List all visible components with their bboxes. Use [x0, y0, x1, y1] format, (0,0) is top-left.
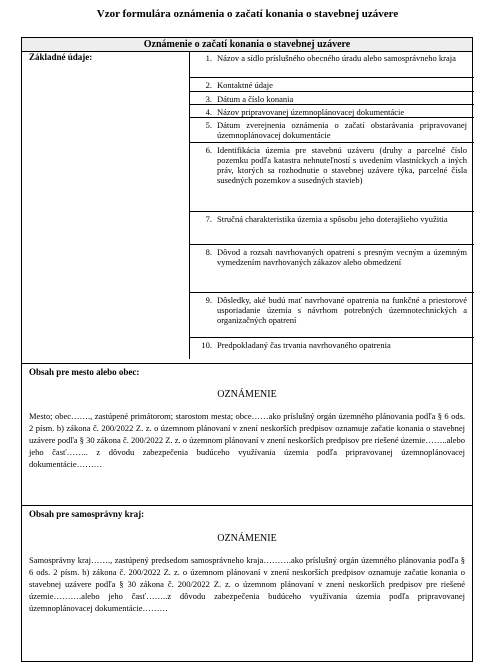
list-item [190, 92, 474, 105]
item-number: 6. [205, 145, 212, 155]
item-number: 1. [205, 53, 212, 63]
item-text: Kontaktné údaje [217, 80, 273, 90]
document-title: Vzor formulára oznámenia o začatí konania o stavebnej uzávere [96, 8, 399, 20]
item-number: 5. [205, 120, 212, 130]
item-text: Názov a sídlo príslušného obecného úradu alebo samosprávneho kraja [217, 53, 456, 63]
item-number: 9. [205, 295, 212, 305]
list-item [190, 143, 474, 212]
form-frame [21, 37, 473, 662]
municipality-notice-body: Mesto; obec……., zastúpené primátorom; starostom mesta; obce……ako príslušný orgán územného plánovania podľa § 6 ods. 2 písm. b) zákona č. 200/2022 Z. z. o územnom plánovaní v znení neskorších predpisov oznamuje začatie konania o stavebnej uzávere podľa § 30 zákona č. 200/2022 Z. z. o územnom plánovaní v znení neskorších predpisov pre riešené územie……..alebo jeho časť…….. z dôvodu zabezpečenia budúceho využívania územia podľa pripravovanej územnoplánovacej dokumentácie……… [29, 411, 465, 469]
item-text: Stručná charakteristika územia a spôsobu jeho doterajšieho využitia [217, 214, 448, 224]
item-text: Názov pripravovanej územnoplánovacej dokumentácie [217, 107, 405, 117]
basic-data-items [189, 51, 474, 359]
item-number: 10. [201, 340, 212, 350]
item-number: 7. [205, 214, 212, 224]
list-item [190, 245, 474, 293]
region-heading: Obsah pre samosprávny kraj: [29, 509, 145, 519]
item-text: Dátum zverejnenia oznámenia o začatí obstarávania pripravovanej územnoplánovacej dokumentácie [217, 120, 467, 140]
municipality-notice-title: OZNÁMENIE [217, 389, 277, 400]
list-item [190, 338, 474, 359]
list-item [190, 118, 474, 143]
basic-data-label: Základné údaje: [29, 52, 93, 62]
item-text: Dôvod a rozsah navrhovaných opatrení s presným vecným a územným vymedzením navrhovaných zákazov alebo obmedzení [217, 247, 467, 267]
item-number: 4. [205, 107, 212, 117]
municipality-section [22, 363, 472, 504]
item-number: 2. [205, 80, 212, 90]
list-item [190, 212, 474, 245]
form-header: Oznámenie o začatí konania o stavebnej uzávere [22, 38, 472, 52]
item-text: Identifikácia územia pre stavebnú uzáveru (druhy a parcelné číslo pozemku podľa katastra nehnuteľností s uvedením vlastníckych a iných práv, ktorých sa rozhodnutie o stavebnej uzávere týka, parcelné čísla susedných pozemkov a susedných stavieb) [217, 145, 467, 185]
region-section [22, 505, 472, 662]
item-number: 8. [205, 247, 212, 257]
item-number: 3. [205, 94, 212, 104]
region-notice-title: OZNÁMENIE [217, 533, 277, 544]
list-item [190, 51, 474, 78]
item-text: Dôsledky, aké budú mať navrhované opatrenia na funkčné a priestorové usporiadanie územia s návrhom potrebných územnotechnických a organizačných opatrení [217, 295, 467, 325]
item-text: Predpokladaný čas trvania navrhovaného opatrenia [217, 340, 391, 350]
municipality-heading: Obsah pre mesto alebo obec: [29, 367, 140, 377]
list-item [190, 105, 474, 118]
region-notice-body: Samosprávny kraj……., zastúpený predsedom samosprávneho kraja……….ako príslušný orgán územného plánovania podľa § 6 ods. 2 písm. b) zákona č. 200/2022 Z. z. o územnom plánovaní v znení neskorších predpisov oznamuje začatie konania o stavebnej uzávere podľa § 30 zákona č. 200/2022 Z. z. o územnom plánovaní v znení neskorších predpisov pre riešené územie……….alebo jeho časť……..z dôvodu zabezpečenia budúceho využívania územia podľa pripravovanej územnoplánovacej dokumentácie……… [29, 555, 465, 613]
list-item [190, 293, 474, 338]
list-item [190, 78, 474, 92]
item-text: Dátum a číslo konania [217, 94, 294, 104]
